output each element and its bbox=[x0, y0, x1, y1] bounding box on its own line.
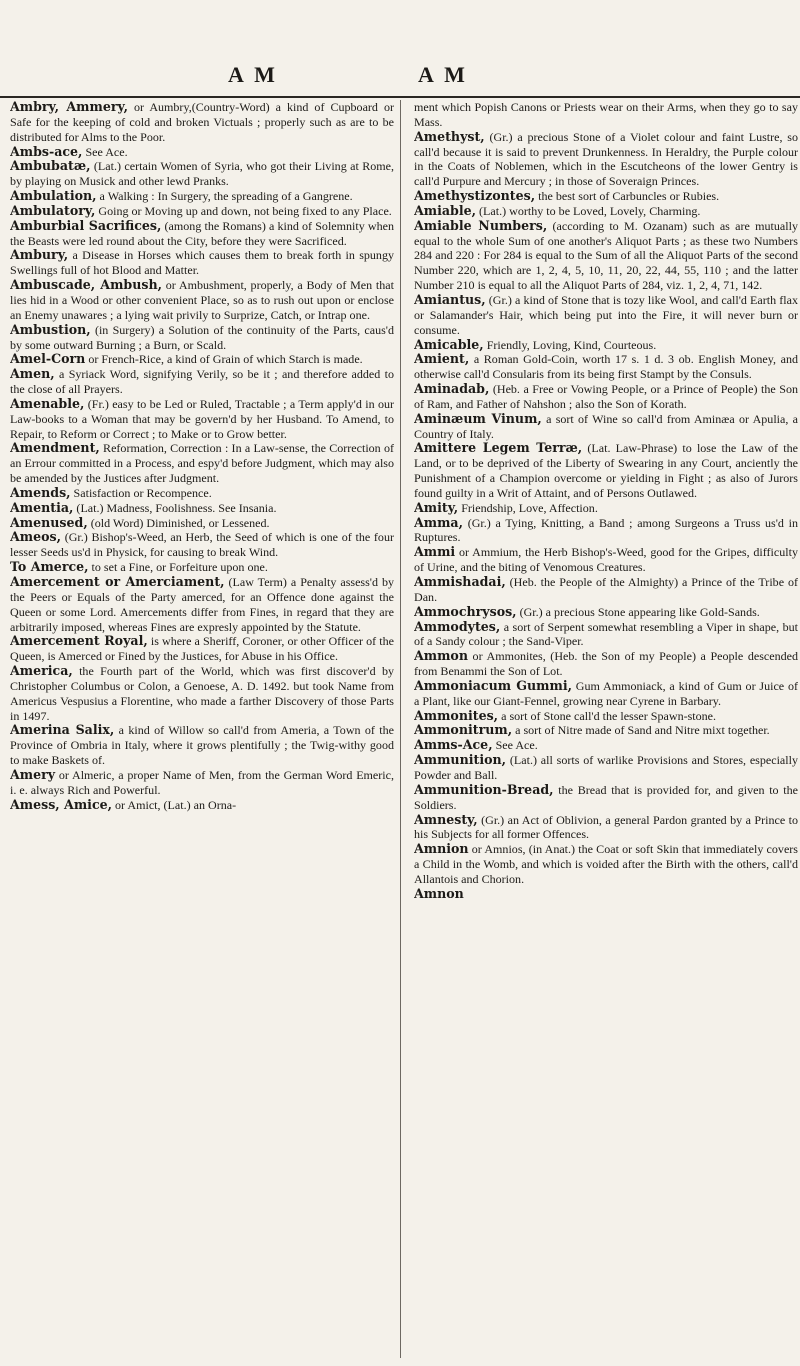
dictionary-entry bbox=[414, 679, 798, 709]
entry-definition: (old Word) Diminished, or Lessened. bbox=[87, 515, 270, 530]
dictionary-entry bbox=[10, 575, 394, 634]
entry-headword: Amburbial Sacrifices, bbox=[10, 217, 162, 233]
entry-definition: Friendly, Loving, Kind, Courteous. bbox=[483, 337, 657, 352]
dictionary-entry bbox=[414, 382, 798, 412]
entry-headword: Amicable, bbox=[414, 336, 484, 352]
entry-definition: the Bread that is provided for, and given to the Soldiers. bbox=[414, 782, 798, 812]
entry-headword: Amentia, bbox=[10, 499, 74, 515]
entry-definition: or Amict, (Lat.) an Orna- bbox=[112, 797, 237, 812]
entry-headword: Amel-Corn bbox=[10, 351, 86, 367]
dictionary-entry bbox=[414, 887, 798, 902]
entry-headword: Ambuscade, Ambush, bbox=[10, 277, 162, 293]
entry-definition: (Lat.) worthy to be Loved, Lovely, Charming. bbox=[476, 203, 701, 218]
right-column bbox=[414, 100, 798, 1358]
column-divider bbox=[400, 100, 401, 1358]
dictionary-entry bbox=[414, 412, 798, 442]
entry-headword: Ammodytes, bbox=[414, 618, 501, 634]
entry-definition: Satisfaction or Recompence. bbox=[70, 485, 212, 500]
entry-headword: Amiable, bbox=[414, 202, 477, 218]
dictionary-entry bbox=[414, 605, 798, 620]
entry-headword: Amient, bbox=[414, 351, 470, 367]
dictionary-entry bbox=[10, 486, 394, 501]
dictionary-entry bbox=[10, 248, 394, 278]
entry-definition: (Law Term) a Penalty assess'd by the Peers or Equals of the Party amerced, for an Offence done against the Queen or some Lord. Amercements differ from Fines, in regard that they are arbitrarily imposed, whereas Fines are expresly appointed by the Statute. bbox=[10, 575, 394, 634]
entry-headword: To Amerce, bbox=[10, 559, 89, 575]
dictionary-entry bbox=[414, 100, 798, 130]
entry-definition: (Gr.) a precious Stone appearing like Gold-Sands. bbox=[516, 604, 760, 619]
dictionary-entry bbox=[414, 783, 798, 813]
entry-definition: or Aumbry,(Country-Word) a kind of Cupboard or Safe for the keeping of cold and broken Victuals ; properly such as are to be distributed for Alms to the Poor. bbox=[10, 100, 394, 144]
entry-definition: the best sort of Carbuncles or Rubies. bbox=[535, 189, 720, 204]
dictionary-entry bbox=[10, 723, 394, 768]
entry-headword: Ammunition, bbox=[414, 752, 507, 768]
dictionary-entry bbox=[10, 367, 394, 397]
entry-headword: Amends, bbox=[10, 484, 71, 500]
entry-definition: or French-Rice, a kind of Grain of which Starch is made. bbox=[85, 352, 363, 367]
dictionary-entry bbox=[414, 575, 798, 605]
entry-definition: (Heb. the People of the Almighty) a Prince of the Tribe of Dan. bbox=[414, 575, 798, 604]
entry-definition: Going or Moving up and down, not being fixed to any Place. bbox=[95, 203, 392, 218]
entry-definition: the Fourth part of the World, which was first discover'd by Christopher Columbus or Colon, a Genoese, A. D. 1492. but took Name from Americus Vespusius a Florentine, who made a farther Discovery of those Parts in 1497. bbox=[10, 664, 394, 723]
dictionary-entry bbox=[10, 560, 394, 575]
dictionary-entry bbox=[414, 723, 798, 738]
dictionary-entry bbox=[10, 145, 394, 160]
entry-definition: Gum Ammoniack, a kind of Gum or Juice of a Plant, like our Giant-Fennel, growing near Cyrene in Barbary. bbox=[414, 678, 798, 708]
dictionary-entry bbox=[414, 516, 798, 546]
entry-definition: or Ambushment, properly, a Body of Men that lies hid in a Wood or other convenient Place, so as to rush out upon or enclose an Enemy unawares ; a lying wait privily to Surprize, Catch, or Intrap one. bbox=[10, 278, 394, 322]
entry-headword: Ammon bbox=[414, 648, 468, 664]
entry-headword: Amen, bbox=[10, 366, 55, 382]
entry-definition: (Lat. Law-Phrase) to lose the Law of the Land, or to be deprived of the Liberty of Swearing in any Court, anciently the Punishment of a Champion overcome or yielding in Fight ; as also of Jurors found guilty in a Writ of Attaint, and of Persons Outlawed. bbox=[414, 441, 798, 500]
entry-definition: (according to M. Ozanam) such as are mutually equal to the whole Sum of one another's Aliquot Parts ; as these two Numbers 284 and 220 : For 284 is equal to the Sum of all the Aliquot Parts of the second Number 220, which are 1, 2, 4, 5, 10, 11, 20, 22, 44, 55, 110 ; and the latter Number 210 is equal to all the Aliquot Parts of 284, viz. 1, 2, 4, 71, 142. bbox=[414, 218, 798, 293]
entry-headword: Ameos, bbox=[10, 529, 61, 545]
entry-headword: Ambury, bbox=[10, 247, 69, 263]
entry-headword: Amittere Legem Terræ, bbox=[414, 440, 583, 456]
entry-definition: (Fr.) easy to be Led or Ruled, Tractable ; a Term apply'd in our Law-books to a Woman that may be govern'd by her Husband. To Amend, to Repair, to Reform or Correct ; to Make or to Grow better. bbox=[10, 396, 394, 441]
entry-definition: or Ammonites, (Heb. the Son of my People) a People descended from Benammi the Son of Lot. bbox=[414, 649, 798, 679]
entry-definition: (in Surgery) a Solution of the continuity of the Parts, caus'd by some outward Burning ; a Burn, or Scald. bbox=[10, 322, 394, 352]
entry-headword: Ambry, Ammery, bbox=[10, 100, 128, 114]
entry-definition: a sort of Nitre made of Sand and Nitre mixt together. bbox=[512, 723, 770, 738]
dictionary-entry bbox=[10, 441, 394, 486]
dictionary-entry bbox=[10, 798, 394, 813]
dictionary-entry bbox=[414, 441, 798, 500]
entry-headword: Amerina Salix, bbox=[10, 722, 115, 738]
entry-definition: (Lat.) all sorts of warlike Provisions and Stores, especially Powder and Ball. bbox=[414, 753, 798, 782]
entry-headword: Amethyst, bbox=[414, 128, 485, 144]
entry-headword: Amercement or Amerciament, bbox=[10, 574, 225, 589]
entry-headword: Ammishadai, bbox=[414, 574, 506, 589]
running-head-left: A M bbox=[228, 62, 278, 87]
dictionary-entry bbox=[414, 649, 798, 679]
entry-definition: a Roman Gold-Coin, worth 17 s. 1 d. 3 ob. English Money, and otherwise call'd Consularis from its being first Stampt by the Consuls. bbox=[414, 352, 798, 382]
entry-definition: a kind of Willow so call'd from Ameria, a Town of the Province of Ombria in Italy, where it grows plentifully ; the Twig-withy good to make Baskets of. bbox=[10, 723, 394, 768]
entry-headword: Amess, Amice, bbox=[10, 796, 113, 812]
entry-headword: Amethystizontes, bbox=[414, 188, 536, 204]
dictionary-entry bbox=[10, 323, 394, 353]
entry-headword: Amity, bbox=[414, 499, 459, 515]
dictionary-entry bbox=[10, 352, 394, 367]
entry-headword: Amenable, bbox=[10, 395, 85, 411]
entry-headword: Ammoniacum Gummi, bbox=[414, 677, 572, 693]
entry-definition: (Gr.) Bishop's-Weed, an Herb, the Seed of which is one of the four lesser Seeds us'd in Physick, for causing to break Wind. bbox=[10, 530, 394, 560]
entry-headword: Ambulatory, bbox=[10, 202, 96, 218]
entry-headword: Ammochrysos, bbox=[414, 603, 517, 619]
dictionary-entry bbox=[10, 278, 394, 323]
entry-definition: (Gr.) a precious Stone of a Violet colour and faint Lustre, so call'd because it is said to prevent Drunkenness. In Heraldry, the Purple colour in the Coats of Noblemen, which in the Escutcheons of the lower Gentry is call'd Purpure and Mercury ; in those of Soveraign Princes. bbox=[414, 129, 798, 189]
dictionary-entry bbox=[10, 634, 394, 664]
entry-definition: or Amnios, (in Anat.) the Coat or soft Skin that immediately covers a Child in the Womb, and which is voided after the Birth with the others, call'd Allantois and Chorion. bbox=[414, 842, 798, 886]
left-column bbox=[10, 100, 394, 1358]
dictionary-entry bbox=[10, 664, 394, 723]
entry-headword: Ambulation, bbox=[10, 188, 97, 204]
entry-definition: a sort of Serpent somewhat resembling a Viper in shape, but of a Sandy colour ; the Sand-Viper. bbox=[414, 619, 798, 649]
entry-headword: Aminæum Vinum, bbox=[414, 410, 542, 426]
entry-headword: Amma, bbox=[414, 514, 463, 530]
entry-headword: Amery bbox=[10, 766, 56, 782]
entry-headword: Aminadab, bbox=[414, 381, 490, 397]
entry-headword: Amiantus, bbox=[414, 291, 486, 307]
dictionary-entry bbox=[10, 516, 394, 531]
entry-definition: Friendship, Love, Affection. bbox=[458, 500, 598, 515]
dictionary-entry bbox=[414, 219, 798, 293]
dictionary-entry bbox=[414, 620, 798, 650]
dictionary-entry bbox=[10, 530, 394, 560]
entry-definition: (Gr.) a Tying, Knitting, a Band ; among Surgeons a Truss us'd in Ruptures. bbox=[414, 515, 798, 545]
dictionary-entry bbox=[10, 768, 394, 798]
entry-definition: a Syriack Word, signifying Verily, so be it ; and therefore added to the close of all Prayers. bbox=[10, 367, 394, 397]
entry-definition: See Ace. bbox=[82, 144, 128, 159]
entry-headword: Amnion bbox=[414, 841, 469, 857]
dictionary-entry bbox=[414, 130, 798, 189]
entry-headword: America, bbox=[10, 663, 73, 679]
entry-headword: Ambustion, bbox=[10, 321, 91, 337]
entry-definition: (Lat.) certain Women of Syria, who got their Living at Rome, by playing on Musick and other lewd Pranks. bbox=[10, 159, 394, 189]
entry-definition: or Ammium, the Herb Bishop's-Weed, good for the Gripes, difficulty of Urine, and the biting of Venomous Creatures. bbox=[414, 545, 798, 575]
dictionary-entry bbox=[414, 352, 798, 382]
entry-definition: is where a Sheriff, Coroner, or other Officer of the Queen, is Amerced or Fined by the Justices, for Abuse in his Office. bbox=[10, 634, 394, 664]
dictionary-entry bbox=[10, 100, 394, 145]
entry-headword: Amnesty, bbox=[414, 811, 478, 827]
entry-headword: Amenused, bbox=[10, 514, 88, 530]
entry-definition: a sort of Stone call'd the lesser Spawn-stone. bbox=[498, 708, 717, 723]
dictionary-entry bbox=[414, 753, 798, 783]
entry-definition: See Ace. bbox=[492, 738, 538, 753]
entry-headword: Ammi bbox=[414, 544, 456, 560]
entry-definition: (Gr.) a kind of Stone that is tozy like Wool, and call'd Earth flax or Salamander's Hair, which being put into the Fire, it will never burn or consume. bbox=[414, 292, 798, 337]
entry-headword: Ammonitrum, bbox=[414, 722, 513, 738]
running-head-right: A M bbox=[418, 62, 468, 87]
entry-definition: (Lat.) Madness, Foolishness. See Insania. bbox=[73, 500, 277, 515]
dictionary-entry bbox=[414, 204, 798, 219]
page-header bbox=[0, 0, 800, 98]
entry-headword: Ambubatæ, bbox=[10, 158, 91, 174]
dictionary-entry bbox=[414, 189, 798, 204]
dictionary-entry bbox=[414, 501, 798, 516]
entry-definition: (Heb. a Free or Vowing People, or a Prince of People) the Son of Ram, and Father of Nahshon ; also the Son of Korath. bbox=[414, 382, 798, 411]
dictionary-entry bbox=[414, 545, 798, 575]
entry-headword: Ammonites, bbox=[414, 707, 499, 723]
entry-definition: Reformation, Correction : In a Law-sense, the Correction of an Errour committed in a Process, and espy'd before Judgment, which may also be amended by the Justices after Judgment. bbox=[10, 441, 394, 486]
dictionary-entry bbox=[414, 842, 798, 887]
dictionary-entry bbox=[10, 219, 394, 249]
dictionary-entry bbox=[10, 397, 394, 442]
entry-definition: a sort of Wine so call'd from Aminæa or Apulia, a Country of Italy. bbox=[414, 411, 798, 441]
entry-headword: Ammunition-Bread, bbox=[414, 781, 554, 797]
entry-headword: Amms-Ace, bbox=[414, 737, 493, 753]
dictionary-entry bbox=[10, 189, 394, 204]
entry-headword: Amendment, bbox=[10, 440, 100, 456]
dictionary-entry bbox=[414, 338, 798, 353]
entry-definition: (among the Romans) a kind of Solemnity when the Beasts were led round about the City, before they were Sacrificed. bbox=[10, 218, 394, 248]
entry-headword: Amnon bbox=[414, 885, 464, 901]
entry-headword: Amercement Royal, bbox=[10, 633, 148, 649]
entry-definition: to set a Fine, or Forfeiture upon one. bbox=[88, 560, 268, 575]
entry-headword: Ambs-ace, bbox=[10, 143, 83, 159]
entry-definition: a Disease in Horses which causes them to break forth in spungy Swellings full of hot Blood and Matter. bbox=[10, 248, 394, 278]
entry-definition: (Gr.) an Act of Oblivion, a general Pardon granted by a Prince to his Subjects for all former Offences. bbox=[414, 812, 798, 842]
dictionary-entry bbox=[414, 738, 798, 753]
dictionary-entry bbox=[10, 204, 394, 219]
entry-headword: Amiable Numbers, bbox=[414, 217, 548, 233]
dictionary-entry bbox=[414, 293, 798, 338]
entry-definition: a Walking : In Surgery, the spreading of a Gangrene. bbox=[96, 189, 353, 204]
dictionary-entry bbox=[10, 159, 394, 189]
dictionary-entry bbox=[414, 813, 798, 843]
dictionary-entry bbox=[10, 501, 394, 516]
dictionary-entry bbox=[414, 709, 798, 724]
two-column-body bbox=[0, 100, 800, 1360]
entry-definition: or Almeric, a proper Name of Men, from the German Word Emeric, i. e. always Rich and Powerful. bbox=[10, 767, 394, 797]
entry-definition: ment which Popish Canons or Priests wear on their Arms, when they go to say Mass. bbox=[414, 100, 798, 129]
